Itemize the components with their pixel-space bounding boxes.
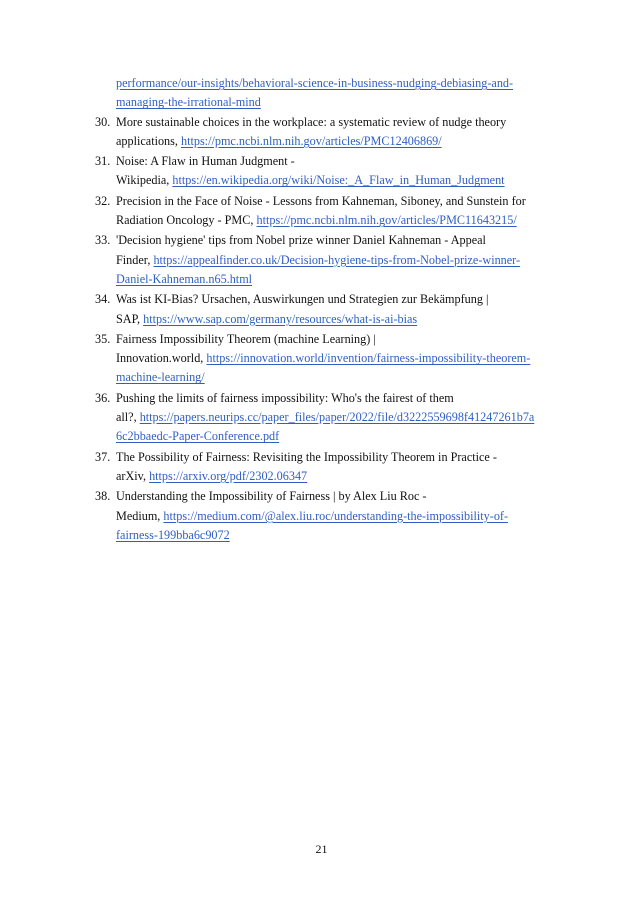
reference-number: 38. xyxy=(95,489,111,504)
reference-number: 31. xyxy=(95,154,111,169)
reference-item-31 xyxy=(95,152,565,191)
reference-number: 32. xyxy=(95,193,111,208)
reference-list xyxy=(95,74,565,546)
reference-text: The Possibility of Fairness: Revisiting the Impossibility Theorem in Practice - arXiv, xyxy=(116,449,497,483)
reference-text: Precision in the Face of Noise - Lessons from Kahneman, Siboney, and Sunstein for Radiation Oncology - PMC, xyxy=(116,193,526,228)
reference-text: Noise: A Flaw in Human Judgment - Wikipedia, xyxy=(116,154,295,188)
reference-link[interactable]: https://arxiv.org/pdf/2302.06347 xyxy=(149,468,308,483)
reference-continuation xyxy=(95,74,565,113)
reference-item-33 xyxy=(95,231,565,289)
reference-link[interactable]: performance/our-insights/behavioral-science-in-business-nudging-debiasing-and- managing-the-irrational-mind xyxy=(116,76,514,110)
reference-link[interactable]: https://www.sap.com/germany/resources/what-is-ai-bias xyxy=(143,311,418,326)
reference-item-35 xyxy=(95,330,565,388)
reference-number: 30. xyxy=(95,114,111,129)
reference-item-34 xyxy=(95,290,565,329)
reference-link[interactable]: https://innovation.world/invention/fairness-impossibility-theorem- machine-learning/ xyxy=(116,351,531,385)
reference-link[interactable]: https://medium.com/@alex.liu.roc/understanding-the-impossibility-of- fairness-199bba6c9072 xyxy=(116,508,509,542)
reference-item-30 xyxy=(95,113,565,152)
page-number: 21 xyxy=(315,842,328,856)
reference-item-36 xyxy=(95,389,565,447)
reference-number: 35. xyxy=(95,331,111,346)
reference-text: 'Decision hygiene' tips from Nobel prize winner Daniel Kahneman - Appeal Finder, xyxy=(116,233,486,267)
reference-text: Pushing the limits of fairness impossibility: Who's the fairest of them all?, xyxy=(116,390,454,425)
reference-item-38 xyxy=(95,487,565,545)
reference-number: 34. xyxy=(95,292,111,307)
reference-link[interactable]: https://appealfinder.co.uk/Decision-hygiene-tips-from-Nobel-prize-winner- Daniel-Kahneman.n65.html xyxy=(116,252,521,286)
reference-text: More sustainable choices in the workplace: a systematic review of nudge theory applications, xyxy=(116,114,507,148)
reference-number: 37. xyxy=(95,449,111,464)
reference-number: 36. xyxy=(95,390,111,405)
reference-link[interactable]: https://pmc.ncbi.nlm.nih.gov/articles/PMC11643215/ xyxy=(256,213,517,228)
reference-item-37 xyxy=(95,448,565,487)
reference-item-32 xyxy=(95,192,565,231)
reference-text: Understanding the Impossibility of Fairness | by Alex Liu Roc - Medium, xyxy=(116,489,427,523)
reference-link[interactable]: https://en.wikipedia.org/wiki/Noise:_A_Flaw_in_Human_Judgment xyxy=(172,173,505,188)
reference-text: Fairness Impossibility Theorem (machine Learning) | Innovation.world, xyxy=(116,331,376,366)
reference-link[interactable]: https://pmc.ncbi.nlm.nih.gov/articles/PMC12406869/ xyxy=(180,133,442,148)
reference-text: Was ist KI-Bias? Ursachen, Auswirkungen und Strategien zur Bekämpfung | SAP, xyxy=(116,292,489,326)
reference-link[interactable]: https://papers.neurips.cc/paper_files/paper/2022/file/d3222559698f41247261b7a 6c2bbaedc-Paper-Conference.pdf xyxy=(116,410,535,444)
reference-number: 33. xyxy=(95,233,111,248)
